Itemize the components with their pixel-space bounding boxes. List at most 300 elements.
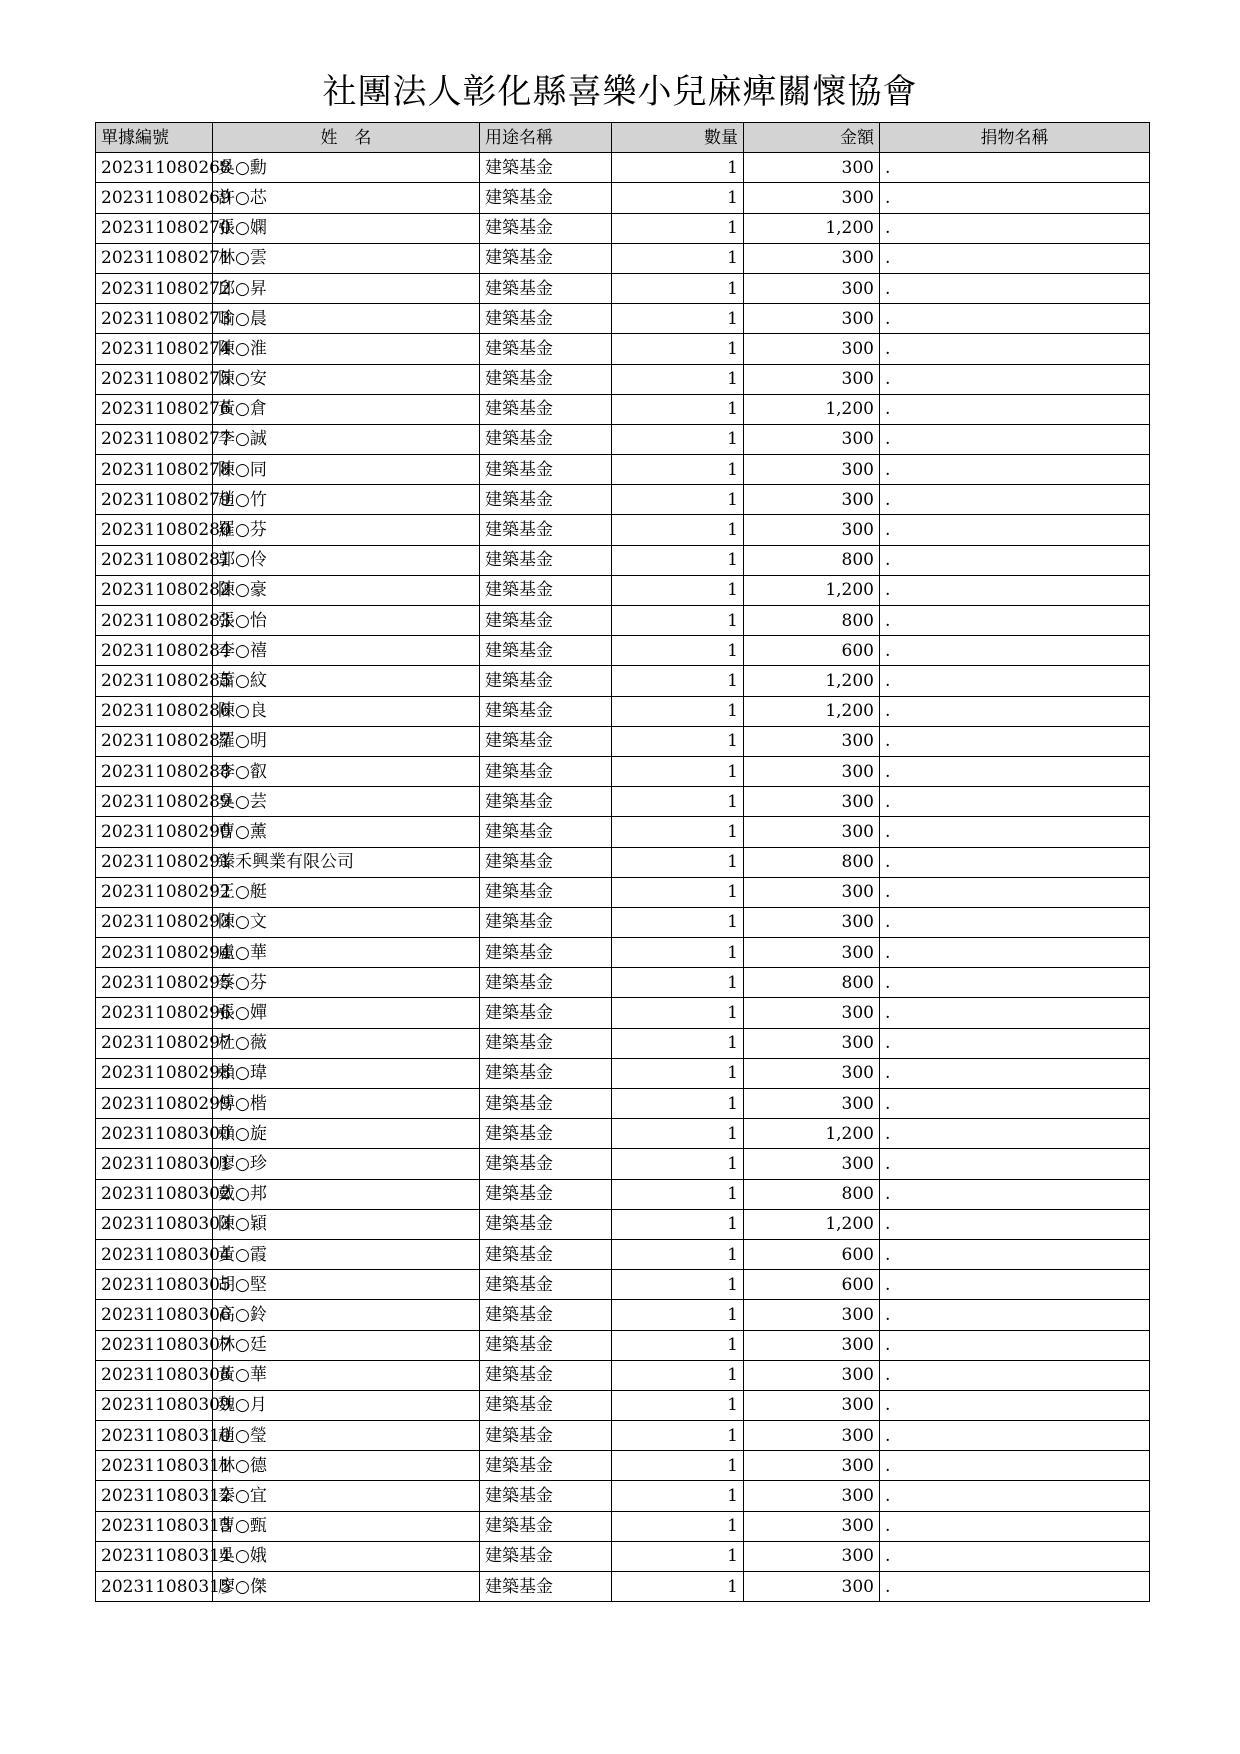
receipt-no-cell: 202311080291 xyxy=(96,847,213,877)
item-name-cell: . xyxy=(880,1330,1150,1360)
purpose-cell: 建築基金 xyxy=(480,787,612,817)
amount-cell: 1,200 xyxy=(744,575,880,605)
purpose-cell: 建築基金 xyxy=(480,243,612,273)
donor-name-cell: 張○嬋 xyxy=(213,998,480,1028)
donor-name-cell: 吳○勳 xyxy=(213,153,480,183)
page-title: 社團法人彰化縣喜樂小兒麻痺關懷協會 xyxy=(322,72,918,112)
quantity-cell: 1 xyxy=(612,1270,744,1300)
quantity-cell: 1 xyxy=(612,334,744,364)
amount-cell: 600 xyxy=(744,1239,880,1269)
donor-name-cell: 蔡○芬 xyxy=(213,968,480,998)
quantity-cell: 1 xyxy=(612,153,744,183)
item-name-cell: . xyxy=(880,756,1150,786)
item-name-cell: . xyxy=(880,968,1150,998)
receipt-no-cell: 202311080315 xyxy=(96,1572,213,1602)
donor-name-cell: 王○艇 xyxy=(213,877,480,907)
item-name-cell: . xyxy=(880,213,1150,243)
amount-cell: 300 xyxy=(744,455,880,485)
table-row xyxy=(96,1028,1150,1058)
amount-cell: 300 xyxy=(744,877,880,907)
donor-name-cell: 陳○豪 xyxy=(213,575,480,605)
receipt-no-cell: 202311080313 xyxy=(96,1511,213,1541)
item-name-cell: . xyxy=(880,1270,1150,1300)
item-name-cell: . xyxy=(880,1089,1150,1119)
purpose-cell: 建築基金 xyxy=(480,666,612,696)
donor-name-cell: 林○德 xyxy=(213,1451,480,1481)
amount-cell: 1,200 xyxy=(744,1119,880,1149)
purpose-cell: 建築基金 xyxy=(480,1239,612,1269)
donor-name-cell: 張○怡 xyxy=(213,606,480,636)
table-row xyxy=(96,938,1150,968)
item-name-cell: . xyxy=(880,183,1150,213)
donor-name-cell: 喻○晨 xyxy=(213,304,480,334)
amount-cell: 300 xyxy=(744,334,880,364)
table-row xyxy=(96,1511,1150,1541)
table-row xyxy=(96,726,1150,756)
table-row xyxy=(96,183,1150,213)
purpose-cell: 建築基金 xyxy=(480,455,612,485)
amount-cell: 300 xyxy=(744,424,880,454)
donor-name-cell: 廖○傑 xyxy=(213,1572,480,1602)
purpose-cell: 建築基金 xyxy=(480,1421,612,1451)
table-row xyxy=(96,1451,1150,1481)
purpose-cell: 建築基金 xyxy=(480,877,612,907)
amount-cell: 800 xyxy=(744,545,880,575)
amount-cell: 300 xyxy=(744,1421,880,1451)
amount-cell: 300 xyxy=(744,756,880,786)
receipt-no-cell: 202311080285 xyxy=(96,666,213,696)
quantity-cell: 1 xyxy=(612,787,744,817)
amount-cell: 300 xyxy=(744,153,880,183)
donor-name-cell: 黃○倉 xyxy=(213,394,480,424)
donor-name-cell: 李○誠 xyxy=(213,424,480,454)
purpose-cell: 建築基金 xyxy=(480,304,612,334)
receipt-no-cell: 202311080295 xyxy=(96,968,213,998)
quantity-cell: 1 xyxy=(612,1451,744,1481)
donor-name-cell: 陳○良 xyxy=(213,696,480,726)
table-row xyxy=(96,1239,1150,1269)
table-row xyxy=(96,1360,1150,1390)
item-name-cell: . xyxy=(880,606,1150,636)
item-name-cell: . xyxy=(880,817,1150,847)
quantity-cell: 1 xyxy=(612,696,744,726)
item-name-cell: . xyxy=(880,455,1150,485)
donor-name-cell: 黃○霞 xyxy=(213,1239,480,1269)
table-row xyxy=(96,606,1150,636)
quantity-cell: 1 xyxy=(612,636,744,666)
purpose-cell: 建築基金 xyxy=(480,1209,612,1239)
quantity-cell: 1 xyxy=(612,485,744,515)
purpose-cell: 建築基金 xyxy=(480,575,612,605)
receipt-no-cell: 202311080304 xyxy=(96,1239,213,1269)
quantity-cell: 1 xyxy=(612,1360,744,1390)
donor-name-cell: 賴○旋 xyxy=(213,1119,480,1149)
table-row xyxy=(96,787,1150,817)
table-row xyxy=(96,1481,1150,1511)
receipt-no-cell: 202311080302 xyxy=(96,1179,213,1209)
purpose-cell: 建築基金 xyxy=(480,1360,612,1390)
quantity-cell: 1 xyxy=(612,1330,744,1360)
quantity-cell: 1 xyxy=(612,213,744,243)
donor-name-cell: 傅○楷 xyxy=(213,1089,480,1119)
receipt-no-cell: 202311080272 xyxy=(96,273,213,303)
amount-cell: 300 xyxy=(744,1541,880,1571)
purpose-cell: 建築基金 xyxy=(480,1572,612,1602)
item-name-cell: . xyxy=(880,907,1150,937)
quantity-cell: 1 xyxy=(612,877,744,907)
receipt-no-cell: 202311080292 xyxy=(96,877,213,907)
purpose-cell: 建築基金 xyxy=(480,364,612,394)
donor-name-cell: 曹○甄 xyxy=(213,1511,480,1541)
item-name-cell: . xyxy=(880,938,1150,968)
receipt-no-cell: 202311080312 xyxy=(96,1481,213,1511)
header-quantity: 數量 xyxy=(612,123,744,153)
receipt-no-cell: 202311080287 xyxy=(96,726,213,756)
quantity-cell: 1 xyxy=(612,907,744,937)
purpose-cell: 建築基金 xyxy=(480,1119,612,1149)
receipt-no-cell: 202311080270 xyxy=(96,213,213,243)
item-name-cell: . xyxy=(880,153,1150,183)
table-row xyxy=(96,1149,1150,1179)
quantity-cell: 1 xyxy=(612,1089,744,1119)
receipt-no-cell: 202311080278 xyxy=(96,455,213,485)
table-row xyxy=(96,696,1150,726)
amount-cell: 300 xyxy=(744,1360,880,1390)
item-name-cell: . xyxy=(880,1239,1150,1269)
table-row xyxy=(96,998,1150,1028)
table-row xyxy=(96,1390,1150,1420)
receipt-no-cell: 202311080306 xyxy=(96,1300,213,1330)
item-name-cell: . xyxy=(880,1421,1150,1451)
amount-cell: 300 xyxy=(744,1511,880,1541)
amount-cell: 300 xyxy=(744,1300,880,1330)
donor-name-cell: 林○雲 xyxy=(213,243,480,273)
item-name-cell: . xyxy=(880,1360,1150,1390)
item-name-cell: . xyxy=(880,847,1150,877)
amount-cell: 1,200 xyxy=(744,394,880,424)
receipt-no-cell: 202311080280 xyxy=(96,515,213,545)
purpose-cell: 建築基金 xyxy=(480,1390,612,1420)
quantity-cell: 1 xyxy=(612,1058,744,1088)
amount-cell: 300 xyxy=(744,1058,880,1088)
table-row xyxy=(96,304,1150,334)
purpose-cell: 建築基金 xyxy=(480,998,612,1028)
header-purpose: 用途名稱 xyxy=(480,123,612,153)
purpose-cell: 建築基金 xyxy=(480,817,612,847)
table-row xyxy=(96,243,1150,273)
receipt-no-cell: 202311080275 xyxy=(96,364,213,394)
donor-name-cell: 賴○瑋 xyxy=(213,1058,480,1088)
donor-name-cell: 郭○伶 xyxy=(213,545,480,575)
quantity-cell: 1 xyxy=(612,394,744,424)
receipt-no-cell: 202311080290 xyxy=(96,817,213,847)
receipt-no-cell: 202311080282 xyxy=(96,575,213,605)
table-row xyxy=(96,1541,1150,1571)
receipt-no-cell: 202311080284 xyxy=(96,636,213,666)
item-name-cell: . xyxy=(880,1541,1150,1571)
item-name-cell: . xyxy=(880,1300,1150,1330)
table-row xyxy=(96,817,1150,847)
item-name-cell: . xyxy=(880,1572,1150,1602)
purpose-cell: 建築基金 xyxy=(480,1149,612,1179)
amount-cell: 300 xyxy=(744,907,880,937)
donor-name-cell: 羅○明 xyxy=(213,726,480,756)
receipt-no-cell: 202311080283 xyxy=(96,606,213,636)
receipt-no-cell: 202311080311 xyxy=(96,1451,213,1481)
item-name-cell: . xyxy=(880,364,1150,394)
amount-cell: 300 xyxy=(744,1572,880,1602)
quantity-cell: 1 xyxy=(612,938,744,968)
quantity-cell: 1 xyxy=(612,1541,744,1571)
amount-cell: 300 xyxy=(744,243,880,273)
amount-cell: 300 xyxy=(744,183,880,213)
donor-name-cell: 許○芯 xyxy=(213,183,480,213)
amount-cell: 1,200 xyxy=(744,213,880,243)
item-name-cell: . xyxy=(880,1511,1150,1541)
amount-cell: 300 xyxy=(744,817,880,847)
receipt-no-cell: 202311080294 xyxy=(96,938,213,968)
table-row xyxy=(96,847,1150,877)
amount-cell: 800 xyxy=(744,968,880,998)
quantity-cell: 1 xyxy=(612,304,744,334)
item-name-cell: . xyxy=(880,485,1150,515)
receipt-no-cell: 202311080297 xyxy=(96,1028,213,1058)
donor-name-cell: 羅○芬 xyxy=(213,515,480,545)
amount-cell: 1,200 xyxy=(744,666,880,696)
purpose-cell: 建築基金 xyxy=(480,1451,612,1481)
item-name-cell: . xyxy=(880,304,1150,334)
quantity-cell: 1 xyxy=(612,1300,744,1330)
receipt-no-cell: 202311080274 xyxy=(96,334,213,364)
amount-cell: 600 xyxy=(744,1270,880,1300)
purpose-cell: 建築基金 xyxy=(480,968,612,998)
receipt-no-cell: 202311080279 xyxy=(96,485,213,515)
table-row xyxy=(96,485,1150,515)
receipt-no-cell: 202311080273 xyxy=(96,304,213,334)
item-name-cell: . xyxy=(880,666,1150,696)
amount-cell: 300 xyxy=(744,1481,880,1511)
quantity-cell: 1 xyxy=(612,1209,744,1239)
donor-name-cell: 邱○昇 xyxy=(213,273,480,303)
item-name-cell: . xyxy=(880,334,1150,364)
receipt-no-cell: 202311080286 xyxy=(96,696,213,726)
table-row xyxy=(96,213,1150,243)
item-name-cell: . xyxy=(880,575,1150,605)
purpose-cell: 建築基金 xyxy=(480,907,612,937)
item-name-cell: . xyxy=(880,1179,1150,1209)
donor-name-cell: 李○叡 xyxy=(213,756,480,786)
donor-name-cell: 黃○華 xyxy=(213,1360,480,1390)
quantity-cell: 1 xyxy=(612,1421,744,1451)
donor-name-cell: 趙○瑩 xyxy=(213,1421,480,1451)
quantity-cell: 1 xyxy=(612,756,744,786)
item-name-cell: . xyxy=(880,515,1150,545)
purpose-cell: 建築基金 xyxy=(480,1058,612,1088)
table-row xyxy=(96,1119,1150,1149)
purpose-cell: 建築基金 xyxy=(480,1541,612,1571)
receipt-no-cell: 202311080300 xyxy=(96,1119,213,1149)
purpose-cell: 建築基金 xyxy=(480,1179,612,1209)
donor-name-cell: 陳○穎 xyxy=(213,1209,480,1239)
donor-name-cell: 吳○芸 xyxy=(213,787,480,817)
quantity-cell: 1 xyxy=(612,726,744,756)
amount-cell: 300 xyxy=(744,1028,880,1058)
purpose-cell: 建築基金 xyxy=(480,938,612,968)
table-row xyxy=(96,1209,1150,1239)
purpose-cell: 建築基金 xyxy=(480,1028,612,1058)
donor-name-cell: 臻禾興業有限公司 xyxy=(213,847,480,877)
amount-cell: 300 xyxy=(744,304,880,334)
donor-name-cell: 秦○宜 xyxy=(213,1481,480,1511)
header-item: 捐物名稱 xyxy=(880,123,1150,153)
quantity-cell: 1 xyxy=(612,515,744,545)
donor-name-cell: 杜○薇 xyxy=(213,1028,480,1058)
donor-name-cell: 戴○邦 xyxy=(213,1179,480,1209)
purpose-cell: 建築基金 xyxy=(480,636,612,666)
purpose-cell: 建築基金 xyxy=(480,424,612,454)
header-receipt-no: 單據編號 xyxy=(96,123,213,153)
item-name-cell: . xyxy=(880,696,1150,726)
donor-name-cell: 陳○安 xyxy=(213,364,480,394)
item-name-cell: . xyxy=(880,1209,1150,1239)
table-row xyxy=(96,666,1150,696)
purpose-cell: 建築基金 xyxy=(480,394,612,424)
purpose-cell: 建築基金 xyxy=(480,545,612,575)
donation-table xyxy=(95,122,1150,1602)
donor-name-cell: 趙○竹 xyxy=(213,485,480,515)
receipt-no-cell: 202311080310 xyxy=(96,1421,213,1451)
amount-cell: 800 xyxy=(744,1179,880,1209)
table-row xyxy=(96,394,1150,424)
amount-cell: 300 xyxy=(744,1089,880,1119)
item-name-cell: . xyxy=(880,243,1150,273)
item-name-cell: . xyxy=(880,394,1150,424)
table-row xyxy=(96,273,1150,303)
item-name-cell: . xyxy=(880,726,1150,756)
table-row xyxy=(96,153,1150,183)
quantity-cell: 1 xyxy=(612,968,744,998)
item-name-cell: . xyxy=(880,545,1150,575)
quantity-cell: 1 xyxy=(612,1481,744,1511)
amount-cell: 600 xyxy=(744,636,880,666)
item-name-cell: . xyxy=(880,1481,1150,1511)
donor-name-cell: 陳○淮 xyxy=(213,334,480,364)
purpose-cell: 建築基金 xyxy=(480,1481,612,1511)
purpose-cell: 建築基金 xyxy=(480,273,612,303)
donor-name-cell: 李○禧 xyxy=(213,636,480,666)
donor-name-cell: 陳○同 xyxy=(213,455,480,485)
quantity-cell: 1 xyxy=(612,455,744,485)
item-name-cell: . xyxy=(880,1390,1150,1420)
receipt-no-cell: 202311080301 xyxy=(96,1149,213,1179)
purpose-cell: 建築基金 xyxy=(480,153,612,183)
table-row xyxy=(96,1270,1150,1300)
purpose-cell: 建築基金 xyxy=(480,515,612,545)
receipt-no-cell: 202311080289 xyxy=(96,787,213,817)
item-name-cell: . xyxy=(880,1119,1150,1149)
donor-name-cell: 林○廷 xyxy=(213,1330,480,1360)
donor-name-cell: 廖○珍 xyxy=(213,1149,480,1179)
quantity-cell: 1 xyxy=(612,1028,744,1058)
quantity-cell: 1 xyxy=(612,817,744,847)
quantity-cell: 1 xyxy=(612,424,744,454)
quantity-cell: 1 xyxy=(612,1119,744,1149)
receipt-no-cell: 202311080269 xyxy=(96,183,213,213)
table-row xyxy=(96,1330,1150,1360)
purpose-cell: 建築基金 xyxy=(480,1511,612,1541)
donor-name-cell: 蕭○紋 xyxy=(213,666,480,696)
item-name-cell: . xyxy=(880,998,1150,1028)
quantity-cell: 1 xyxy=(612,364,744,394)
quantity-cell: 1 xyxy=(612,1179,744,1209)
amount-cell: 300 xyxy=(744,998,880,1028)
receipt-no-cell: 202311080309 xyxy=(96,1390,213,1420)
quantity-cell: 1 xyxy=(612,1511,744,1541)
purpose-cell: 建築基金 xyxy=(480,485,612,515)
receipt-no-cell: 202311080303 xyxy=(96,1209,213,1239)
donor-name-cell: 盧○華 xyxy=(213,938,480,968)
table-row xyxy=(96,575,1150,605)
quantity-cell: 1 xyxy=(612,183,744,213)
purpose-cell: 建築基金 xyxy=(480,334,612,364)
amount-cell: 300 xyxy=(744,273,880,303)
table-row xyxy=(96,1058,1150,1088)
quantity-cell: 1 xyxy=(612,1149,744,1179)
item-name-cell: . xyxy=(880,1149,1150,1179)
quantity-cell: 1 xyxy=(612,545,744,575)
purpose-cell: 建築基金 xyxy=(480,1089,612,1119)
receipt-no-cell: 202311080296 xyxy=(96,998,213,1028)
amount-cell: 300 xyxy=(744,1451,880,1481)
donor-name-cell: 魏○月 xyxy=(213,1390,480,1420)
item-name-cell: . xyxy=(880,877,1150,907)
item-name-cell: . xyxy=(880,787,1150,817)
purpose-cell: 建築基金 xyxy=(480,696,612,726)
quantity-cell: 1 xyxy=(612,666,744,696)
receipt-no-cell: 202311080271 xyxy=(96,243,213,273)
quantity-cell: 1 xyxy=(612,243,744,273)
amount-cell: 300 xyxy=(744,364,880,394)
table-row xyxy=(96,515,1150,545)
table-row xyxy=(96,455,1150,485)
amount-cell: 300 xyxy=(744,515,880,545)
amount-cell: 1,200 xyxy=(744,696,880,726)
purpose-cell: 建築基金 xyxy=(480,1270,612,1300)
item-name-cell: . xyxy=(880,424,1150,454)
amount-cell: 300 xyxy=(744,726,880,756)
receipt-no-cell: 202311080293 xyxy=(96,907,213,937)
item-name-cell: . xyxy=(880,636,1150,666)
receipt-no-cell: 202311080307 xyxy=(96,1330,213,1360)
item-name-cell: . xyxy=(880,273,1150,303)
amount-cell: 300 xyxy=(744,787,880,817)
header-amount: 金額 xyxy=(744,123,880,153)
amount-cell: 1,200 xyxy=(744,1209,880,1239)
table-row xyxy=(96,1572,1150,1602)
table-row xyxy=(96,907,1150,937)
amount-cell: 800 xyxy=(744,847,880,877)
quantity-cell: 1 xyxy=(612,1390,744,1420)
item-name-cell: . xyxy=(880,1058,1150,1088)
purpose-cell: 建築基金 xyxy=(480,213,612,243)
amount-cell: 300 xyxy=(744,938,880,968)
table-row xyxy=(96,1421,1150,1451)
quantity-cell: 1 xyxy=(612,847,744,877)
table-row xyxy=(96,424,1150,454)
donor-name-cell: 陳○文 xyxy=(213,907,480,937)
table-row xyxy=(96,334,1150,364)
purpose-cell: 建築基金 xyxy=(480,1330,612,1360)
